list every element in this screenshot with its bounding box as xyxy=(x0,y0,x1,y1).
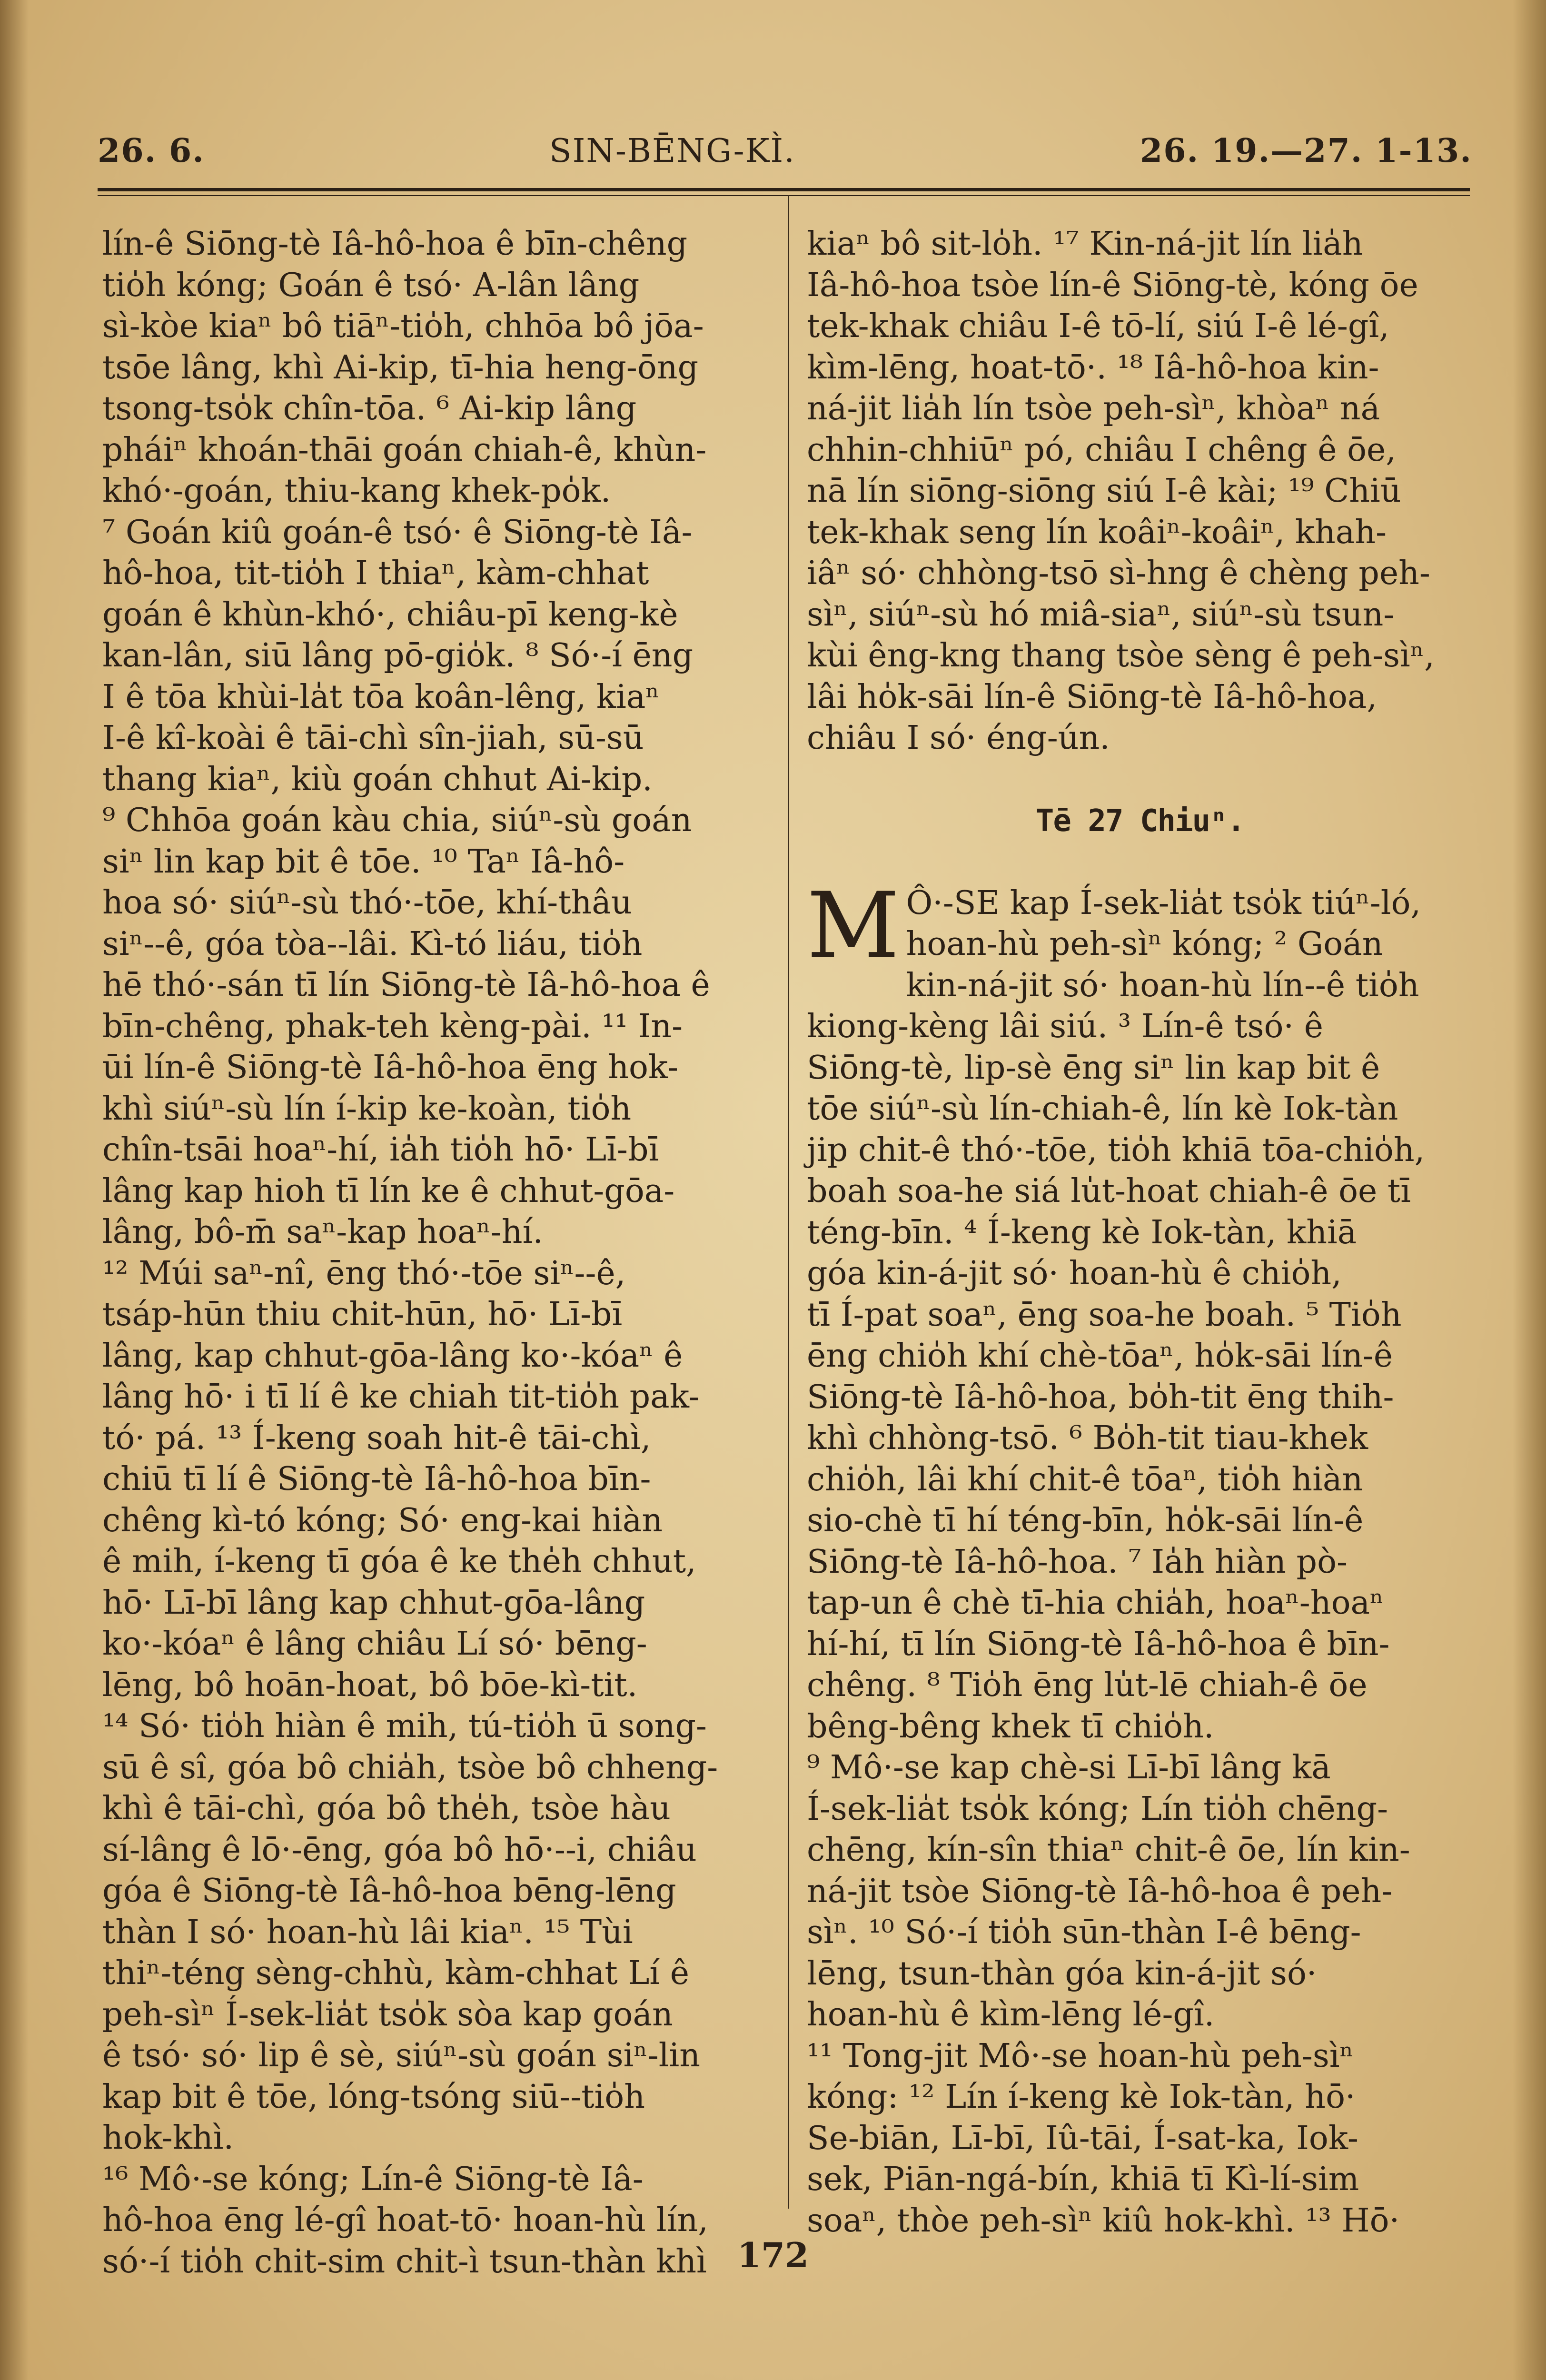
text-line: tsáp-hūn thiu chit-hūn, hō· Lī-bī xyxy=(102,1296,623,1333)
text-line: peh-sìⁿ Í-sek-lia̍t tso̍k sòa kap goán xyxy=(102,1995,673,2033)
text-line: Siōng-tè, lip-sè ēng siⁿ lin kap bit ê xyxy=(807,1049,1380,1087)
text-line: kan-lân, siū lâng pō-gio̍k. ⁸ Só·-í ēng xyxy=(102,637,694,674)
text-line: tōe siúⁿ-sù lín-chiah-ê, lín kè Iok-tàn xyxy=(807,1090,1398,1128)
text-line: Siōng-tè Iâ-hô-hoa. ⁷ Ia̍h hiàn pò- xyxy=(807,1543,1348,1581)
text-line: sek, Piān-ngá-bín, khiā tī Kì-lí-sim xyxy=(807,2161,1359,2198)
text-line: ¹¹ Tong-jit Mô·-se hoan-hù peh-sìⁿ xyxy=(807,2037,1354,2075)
header-rule-thin xyxy=(98,195,1470,196)
header-book-title: SIN-BĒNG-KÌ. xyxy=(549,132,795,170)
text-line: lâng, kap chhut-gōa-lâng ko·-kóaⁿ ê xyxy=(102,1337,683,1375)
text-line: lēng, bô hoān-hoat, bô bōe-kì-tit. xyxy=(102,1666,638,1704)
text-line: chēng, kín-sîn thiaⁿ chit-ê ōe, lín kin- xyxy=(807,1831,1410,1869)
text-line: kiong-kèng lâi siú. ³ Lín-ê tsó· ê xyxy=(807,1008,1323,1045)
text-line: tsōe lâng, khì Ai-kip, tī-hia heng-ōng xyxy=(102,348,699,387)
text-line: chêng kì-tó kóng; Só· eng-kai hiàn xyxy=(102,1501,663,1539)
text-line: lâng kap hioh tī lín ke ê chhut-gōa- xyxy=(102,1172,675,1210)
text-line: Í-sek-lia̍t tso̍k kóng; Lín tio̍h chēng- xyxy=(807,1790,1388,1828)
text-line: ná-jit tsòe Siōng-tè Iâ-hô-hoa ê peh- xyxy=(807,1872,1393,1910)
text-line: sì-kòe kiaⁿ bô tiāⁿ-tio̍h, chhōa bô jōa- xyxy=(102,307,704,345)
text-line: I ê tōa khùi-la̍t tōa koân-lêng, kiaⁿ xyxy=(102,678,660,716)
text-line: ūi lín-ê Siōng-tè Iâ-hô-hoa ēng hok- xyxy=(102,1049,678,1086)
text-line: lâng hō· i tī lí ê ke chiah tit-tio̍h pak- xyxy=(102,1378,700,1416)
text-line: ná-jit lia̍h lín tsòe peh-sìⁿ, khòaⁿ ná xyxy=(807,390,1380,427)
text-line: tī Í-pat soaⁿ, ēng soa-he boah. ⁵ Tio̍h xyxy=(807,1296,1402,1334)
text-line: hō· Lī-bī lâng kap chhut-gōa-lâng xyxy=(102,1584,645,1622)
text-line: ko·-kóaⁿ ê lâng chiâu Lí só· bēng- xyxy=(102,1625,647,1663)
text-line: tek-khak chiâu I-ê tō-lí, siú I-ê lé-gî, xyxy=(807,307,1389,345)
text-line: thàn I só· hoan-hù lâi kiaⁿ. ¹⁵ Tùi xyxy=(102,1913,633,1951)
text-line: thiⁿ-téng sèng-chhù, kàm-chhat Lí ê xyxy=(102,1954,690,1992)
text-line: tek-khak seng lín koâiⁿ-koâiⁿ, khah- xyxy=(807,513,1387,551)
chapter-heading: Tē 27 Chiuⁿ. xyxy=(1035,803,1245,839)
drop-cap-letter: M xyxy=(807,873,900,978)
text-line: chêng. ⁸ Tio̍h ēng lu̍t-lē chiah-ê ōe xyxy=(807,1666,1368,1704)
text-line: ⁷ Goán kiû goán-ê tsó· ê Siōng-tè Iâ- xyxy=(102,513,693,551)
text-line: Iâ-hô-hoa tsòe lín-ê Siōng-tè, kóng ōe xyxy=(807,266,1418,304)
text-line: pháiⁿ khoán-thāi goán chiah-ê, khùn- xyxy=(102,431,707,469)
text-line: ¹² Múi saⁿ-nî, ēng thó·-tōe siⁿ--ê, xyxy=(102,1254,626,1292)
header-left-reference: 26. 6. xyxy=(98,132,205,170)
text-line: ê tsó· só· lip ê sè, siúⁿ-sù goán siⁿ-lin xyxy=(102,2037,701,2074)
text-line: góa ê Siōng-tè Iâ-hô-hoa bēng-lēng xyxy=(102,1872,676,1910)
text-line: tap-un ê chè tī-hia chia̍h, hoaⁿ-hoaⁿ xyxy=(807,1584,1384,1622)
text-line: iâⁿ só· chhòng-tsō sì-hng ê chèng peh- xyxy=(807,555,1430,592)
text-line: kin-ná-jit só· hoan-hù lín--ê tio̍h xyxy=(906,966,1419,1004)
text-line: hô-hoa, tit-tio̍h I thiaⁿ, kàm-chhat xyxy=(102,555,649,592)
text-line: tó· pá. ¹³ Í-keng soah hit-ê tāi-chì, xyxy=(102,1419,651,1457)
text-line: bīn-chêng, phak-teh kèng-pài. ¹¹ In- xyxy=(102,1007,683,1045)
text-line: khó·-goán, thiu-kang khek-po̍k. xyxy=(102,472,611,510)
text-line: I-ê kî-koài ê tāi-chì sîn-jiah, sū-sū xyxy=(102,719,644,757)
text-line: hoan-hù peh-sìⁿ kóng; ² Goán xyxy=(906,925,1383,963)
text-line: nā lín siōng-siōng siú I-ê kài; ¹⁹ Chiū xyxy=(807,472,1401,510)
text-line: chiū tī lí ê Siōng-tè Iâ-hô-hoa bīn- xyxy=(102,1460,651,1498)
text-line: thang kiaⁿ, kiù goán chhut Ai-kip. xyxy=(102,760,653,798)
text-line: hô-hoa ēng lé-gî hoat-tō· hoan-hù lín, xyxy=(102,2202,708,2239)
right-text-column xyxy=(807,224,1473,2241)
text-line: Siōng-tè Iâ-hô-hoa, bo̍h-tit ēng thih- xyxy=(807,1378,1394,1416)
text-line: jip chit-ê thó·-tōe, tio̍h khiā tōa-chio̍h, xyxy=(807,1131,1425,1169)
text-line: chhin-chhiūⁿ pó, chiâu I chêng ê ōe, xyxy=(807,431,1396,469)
text-line: ēng chio̍h khí chè-tōaⁿ, ho̍k-sāi lín-ê xyxy=(807,1337,1393,1375)
text-line: sìⁿ, siúⁿ-sù hó miâ-siaⁿ, siúⁿ-sù tsun- xyxy=(807,595,1395,634)
text-line: Se-biān, Lī-bī, Iû-tāi, Í-sat-ka, Iok- xyxy=(807,2119,1358,2157)
text-line: lín-ê Siōng-tè Iâ-hô-hoa ê bīn-chêng xyxy=(102,225,688,263)
page-number: 172 xyxy=(737,2235,809,2275)
text-line: sìⁿ. ¹⁰ Só·-í tio̍h sūn-thàn I-ê bēng- xyxy=(807,1914,1361,1951)
text-line: sio-chè tī hí téng-bīn, ho̍k-sāi lín-ê xyxy=(807,1502,1364,1539)
text-line: ¹⁴ Só· tio̍h hiàn ê mih, tú-tio̍h ū song- xyxy=(102,1707,707,1745)
text-line: kìm-lēng, hoat-tō·. ¹⁸ Iâ-hô-hoa kin- xyxy=(807,348,1379,387)
text-line: khì siúⁿ-sù lín í-kip ke-koàn, tio̍h xyxy=(102,1090,632,1128)
text-line: só·-í tio̍h chit-sim chit-ì tsun-thàn khì xyxy=(102,2242,707,2281)
text-line: kùi êng-kng thang tsòe sèng ê peh-sìⁿ, xyxy=(807,637,1435,674)
column-divider xyxy=(788,195,789,2209)
text-line: sū ê sî, góa bô chia̍h, tsòe bô chheng- xyxy=(102,1748,718,1786)
text-line: kap bit ê tōe, lóng-tsóng siū--tio̍h xyxy=(102,2078,645,2116)
text-line: soaⁿ, thòe peh-sìⁿ kiû hok-khì. ¹³ Hō· xyxy=(807,2202,1400,2240)
right-column-top-text xyxy=(807,224,1473,759)
text-line: boah soa-he siá lu̍t-hoat chiah-ê ōe tī xyxy=(807,1172,1411,1210)
text-line: hoan-hù ê kìm-lēng lé-gî. xyxy=(807,1996,1215,2033)
header-rule-thick xyxy=(98,188,1470,191)
text-line: góa kin-á-jit só· hoan-hù ê chio̍h, xyxy=(807,1255,1342,1292)
text-line: lâi ho̍k-sāi lín-ê Siōng-tè Iâ-hô-hoa, xyxy=(807,678,1378,716)
text-line: siⁿ lin kap bit ê tōe. ¹⁰ Taⁿ Iâ-hô- xyxy=(102,843,625,881)
text-line: téng-bīn. ⁴ Í-keng kè Iok-tàn, khiā xyxy=(807,1213,1357,1251)
text-line: goán ê khùn-khó·, chiâu-pī keng-kè xyxy=(102,595,678,634)
text-line: chiâu I só· éng-ún. xyxy=(807,719,1110,757)
text-line: khì chhòng-tsō. ⁶ Bo̍h-tit tiau-khek xyxy=(807,1419,1368,1457)
text-line: siⁿ--ê, góa tòa--lâi. Kì-tó liáu, tio̍h xyxy=(102,925,643,963)
right-column-bottom-text xyxy=(807,873,1473,2242)
text-line: hoa só· siúⁿ-sù thó·-tōe, khí-thâu xyxy=(102,884,632,922)
text-line: sí-lâng ê lō·-ēng, góa bô hō·--i, chiâu xyxy=(102,1831,697,1869)
text-line: kóng: ¹² Lín í-keng kè Iok-tàn, hō· xyxy=(807,2078,1356,2116)
text-line: lâng, bô-m̄ saⁿ-kap hoaⁿ-hí. xyxy=(102,1213,543,1251)
left-text-column xyxy=(102,224,771,2282)
text-line: bêng-bêng khek tī chio̍h. xyxy=(807,1707,1214,1745)
text-line: ⁹ Chhōa goán kàu chia, siúⁿ-sù goán xyxy=(102,802,692,839)
text-line: ¹⁶ Mô·-se kóng; Lín-ê Siōng-tè Iâ- xyxy=(102,2160,644,2198)
text-line: Ô·-SE kap Í-sek-lia̍t tso̍k tiúⁿ-ló, xyxy=(906,884,1421,922)
text-line: tio̍h kóng; Goán ê tsó· A-lân lâng xyxy=(102,266,640,304)
text-line: lēng, tsun-thàn góa kin-á-jit só· xyxy=(807,1954,1317,1993)
text-line: hok-khì. xyxy=(102,2119,234,2157)
text-line: kiaⁿ bô sit-lo̍h. ¹⁷ Kin-ná-jit lín lia̍h xyxy=(807,225,1363,263)
text-line: ⁹ Mô·-se kap chè-si Lī-bī lâng kā xyxy=(807,1749,1331,1786)
header-right-reference: 26. 19.—27. 1-13. xyxy=(1140,132,1472,170)
text-line: chio̍h, lâi khí chit-ê tōaⁿ, tio̍h hiàn xyxy=(807,1460,1363,1498)
text-line: chîn-tsāi hoaⁿ-hí, ia̍h tio̍h hō· Lī-bī xyxy=(102,1131,659,1169)
text-line: khì ê tāi-chì, góa bô the̍h, tsòe hàu xyxy=(102,1790,671,1827)
text-line: hí-hí, tī lín Siōng-tè Iâ-hô-hoa ê bīn- xyxy=(807,1625,1390,1663)
text-line: tsong-tso̍k chîn-tōa. ⁶ Ai-kip lâng xyxy=(102,390,637,427)
text-line: ê mih, í-keng tī góa ê ke the̍h chhut, xyxy=(102,1543,696,1580)
running-header xyxy=(98,125,1472,177)
text-line: hē thó·-sán tī lín Siōng-tè Iâ-hô-hoa ê xyxy=(102,966,710,1004)
